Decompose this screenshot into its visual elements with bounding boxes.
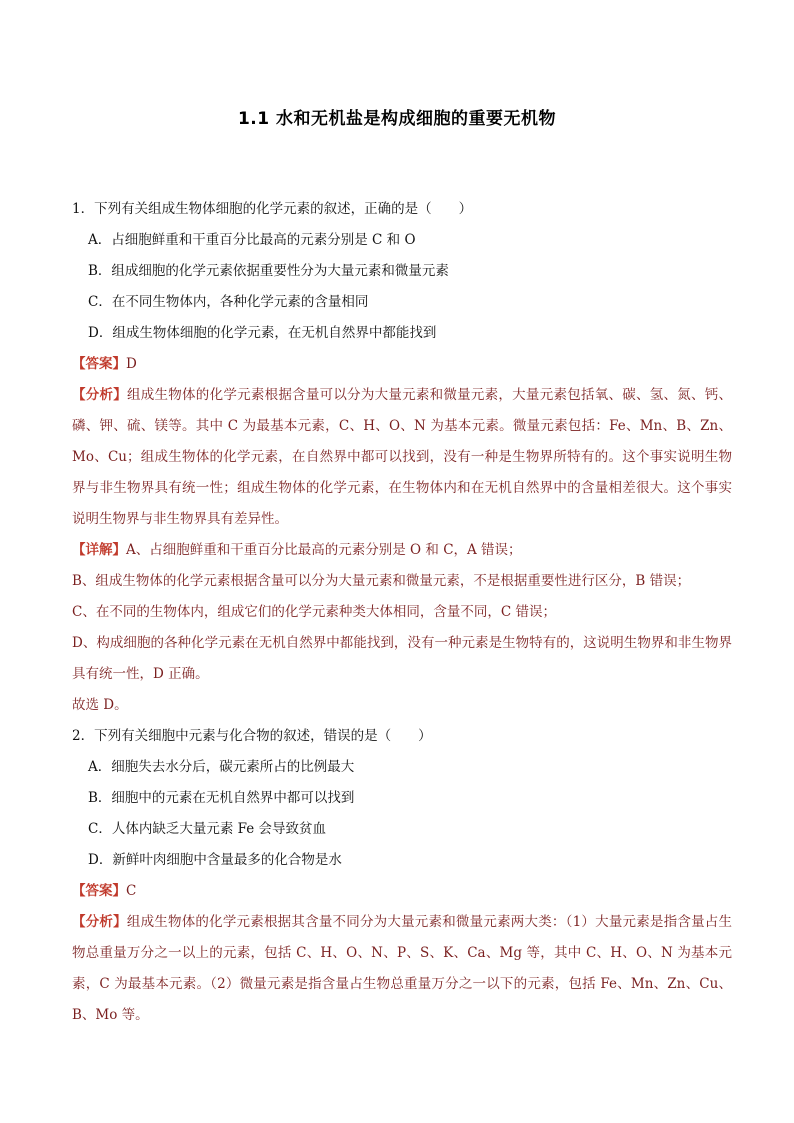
answer-tag: 【答案】	[72, 883, 126, 899]
detail-a-text: A、占细胞鲜重和干重百分比最高的元素分别是 O 和 C，A 错误；	[126, 542, 522, 558]
analysis-tag: 【分析】	[72, 387, 128, 403]
question-2-answer	[72, 876, 732, 907]
question-2-stem: 2．下列有关细胞中元素与化合物的叙述，错误的是（ ）	[72, 728, 432, 744]
page-title: 1.1 水和无机盐是构成细胞的重要无机物	[237, 109, 557, 129]
question-2-analysis	[72, 907, 732, 1031]
answer-tag: 【答案】	[72, 356, 126, 372]
analysis-text: 组成生物体的化学元素根据其含量不同分为大量元素和微量元素两大类：（1）大量元素是指含量占生物总重量万分之一以上的元素，包括 C、H、O、N、P、S、K、Ca、Mg 等，其中 C、H、O、N 为基本元素，C 为最基本元素。（2）微量元素是指含量占生物总重量万分之一以下的元素，包括 Fe、Mn、Zn、Cu、B、Mo 等。	[72, 914, 733, 1023]
answer-value: D	[126, 356, 137, 372]
document-body	[72, 194, 732, 1031]
question-1-option-b: B．组成细胞的化学元素依据重要性分为大量元素和微量元素	[88, 263, 449, 279]
question-1-detail-a	[72, 535, 732, 566]
analysis-text: 组成生物体的化学元素根据含量可以分为大量元素和微量元素，大量元素包括氧、碳、氢、氮、钙、磷、钾、硫、镁等。其中 C 为最基本元素，C、H、O、N 为基本元素。微量元素包括：Fe、Mn、B、Zn、Mo、Cu；组成生物体的化学元素，在自然界中都可以找到，没有一种是生物界所特有的。这个事实说明生物界与非生物界具有统一性；组成生物体的化学元素，在生物体内和在无机自然界中的含量相差很大。这个事实说明生物界与非生物界具有差异性。	[72, 387, 733, 527]
answer-value: C	[126, 883, 137, 899]
detail-tag: 【详解】	[72, 542, 126, 558]
question-1-option-a: A．占细胞鲜重和干重百分比最高的元素分别是 C 和 O	[88, 232, 416, 248]
question-1-detail-b: B、组成生物体的化学元素根据含量可以分为大量元素和微量元素，不是根据重要性进行区分，B 错误；	[72, 573, 691, 589]
question-1-answer	[72, 349, 732, 380]
question-1-detail-c: C、在不同的生物体内，组成它们的化学元素种类大体相同，含量不同，C 错误；	[72, 604, 556, 620]
question-1-analysis	[72, 380, 732, 535]
question-1-option-d: D．组成生物体细胞的化学元素，在无机自然界中都能找到	[88, 325, 437, 341]
question-1-stem: 1．下列有关组成生物体细胞的化学元素的叙述，正确的是（ ）	[72, 201, 473, 217]
analysis-tag: 【分析】	[72, 914, 127, 930]
question-1-option-c: C．在不同生物体内，各种化学元素的含量相同	[88, 294, 369, 310]
question-1-conclusion: 故选 D。	[72, 697, 128, 713]
question-2-option-d: D．新鲜叶肉细胞中含量最多的化合物是水	[88, 852, 342, 868]
question-2-option-b: B．细胞中的元素在无机自然界中都可以找到	[88, 790, 355, 806]
question-2-option-a: A．细胞失去水分后，碳元素所占的比例最大	[88, 759, 355, 775]
question-2-option-c: C．人体内缺乏大量元素 Fe 会导致贫血	[88, 821, 327, 837]
question-1-detail-d: D、构成细胞的各种化学元素在无机自然界中都能找到，没有一种元素是生物特有的，这说明生物界和非生物界具有统一性，D 正确。	[72, 635, 732, 682]
